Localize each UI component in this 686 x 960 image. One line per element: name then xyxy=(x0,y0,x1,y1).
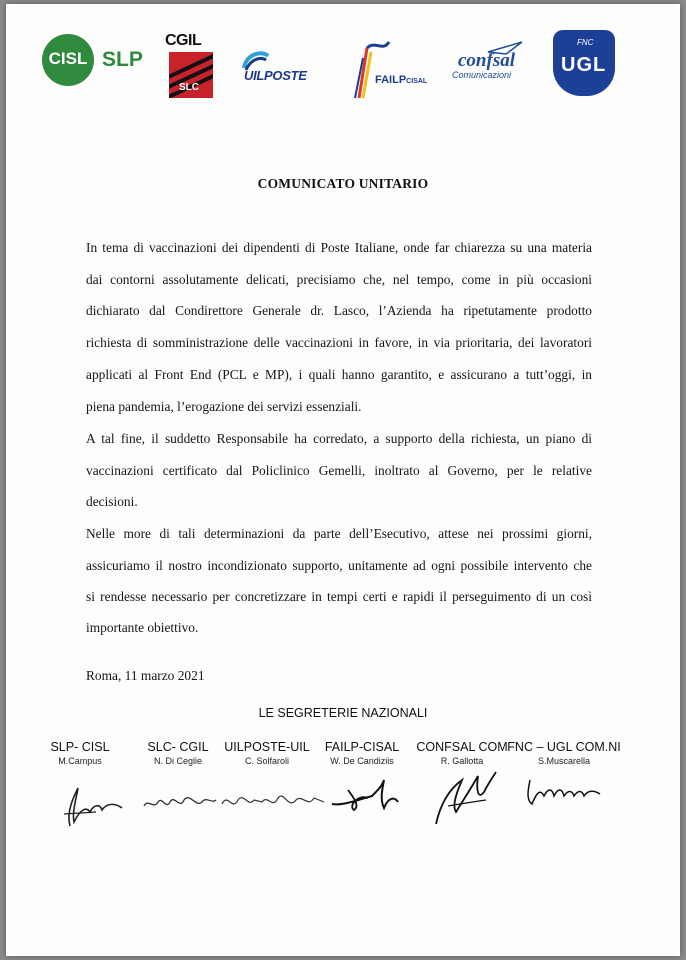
body-line: vaccinazioni certificato dal Policlinico Gemelli, inoltrato al Governo, per le relative xyxy=(86,463,592,478)
signatory-org: FNC – UGL COM.NI xyxy=(507,740,621,754)
cgil-slc-logo xyxy=(165,32,217,100)
signatory-failp-cisal xyxy=(312,740,412,766)
confsal-logo xyxy=(446,44,526,86)
body-line: assicuriamo il nostro incondizionato supporto, unitamente ad ogni possibile intervento che xyxy=(86,558,592,573)
signatory-name: R. Gallotta xyxy=(440,756,484,766)
ugl-logo-text: UGL xyxy=(561,54,607,76)
body-line: decisioni. xyxy=(86,494,138,509)
signatory-confsal-com xyxy=(412,740,512,766)
signatory-name: C. Solfaroli xyxy=(244,756,289,766)
signature-diceglie-icon xyxy=(140,788,220,816)
signatory-fnc-ugl xyxy=(506,740,622,766)
signatory-name: S.Muscarella xyxy=(537,756,591,766)
body-line: Nelle more di tali determinazioni da parte dell’Esecutivo, attese nei prossimi giorni, xyxy=(86,526,592,541)
body-line: In tema di vaccinazioni dei dipendenti di Poste Italiane, onde far chiarezza su una materia xyxy=(86,240,592,255)
signatory-slc-cgil xyxy=(132,740,224,766)
signatory-name: M.Campus xyxy=(58,756,102,766)
cisl-logo-text: CISL xyxy=(48,49,88,68)
body-line: A tal fine, il suddetto Responsabile ha corredato, a supporto della richiesta, un piano di xyxy=(86,431,592,446)
body-line: applicati al Front End (PCL e MP), i quali hanno garantito, e assicurano a tutt’oggi, in xyxy=(86,367,592,382)
place-date: Roma, 11 marzo 2021 xyxy=(86,668,205,683)
cgil-logo-text: CGIL xyxy=(165,32,202,49)
slc-logo-text: SLC xyxy=(179,82,199,93)
signatory-name: N. Di Ceglie xyxy=(153,756,202,766)
signature-decandiziis-icon xyxy=(328,776,402,814)
fnc-logo-text: FNC xyxy=(577,38,594,47)
signatory-name: W. De Candiziis xyxy=(330,756,394,766)
body-line: richiesta di somministrazione delle vaccinazioni in favore, in via prioritaria, dei lavoratori xyxy=(86,335,592,350)
cisl-slp-logo xyxy=(42,34,154,86)
segreterie-heading: LE SEGRETERIE NAZIONALI xyxy=(258,706,428,720)
signatory-org: UILPOSTE-UIL xyxy=(224,740,310,754)
signatory-uilposte-uil xyxy=(212,740,322,766)
signatory-org: SLP- CISL xyxy=(50,740,110,754)
signatory-org: FAILP-CISAL xyxy=(324,740,400,754)
body-line: importante obiettivo. xyxy=(86,620,199,635)
body-line: dai contorni assolutamente delicati, precisiamo che, nel tempo, come in più occasioni xyxy=(86,272,592,287)
slp-logo-text: SLP xyxy=(102,48,143,71)
signatory-org: CONFSAL COM xyxy=(416,740,508,754)
signature-solfaroli-icon xyxy=(218,786,328,816)
uilposte-logo xyxy=(240,48,330,96)
signatory-org: SLC- CGIL xyxy=(147,740,209,754)
signatory-slp-cisl xyxy=(34,740,126,766)
fnc-ugl-logo xyxy=(553,30,615,96)
uilposte-logo-text: UILPOSTE xyxy=(244,68,307,83)
body-line: si rendesse necessario per concretizzare in tempi certi e rapidi il perseguimento di un così xyxy=(86,589,592,604)
body-line: dichiarato dal Condirettore Generale dr. Lasco, l’Azienda ha ripetutamente prodotto xyxy=(86,303,592,318)
failp-flag-icon xyxy=(353,38,393,100)
body-line: piena pandemia, l’erogazione dei servizi essenziali. xyxy=(86,399,362,414)
failp-logo-text: FAILPCISAL xyxy=(375,74,428,86)
signature-gallotta-icon xyxy=(426,766,506,828)
document-title: COMUNICATO UNITARIO xyxy=(257,176,429,191)
confsal-sub-text: Comunicazioni xyxy=(452,70,512,80)
signature-muscarella-icon xyxy=(520,776,610,808)
failp-cisal-logo xyxy=(353,38,435,100)
confsal-logo-text: confsal xyxy=(458,50,515,71)
document-page xyxy=(6,4,680,956)
signature-campus-icon xyxy=(56,782,136,832)
